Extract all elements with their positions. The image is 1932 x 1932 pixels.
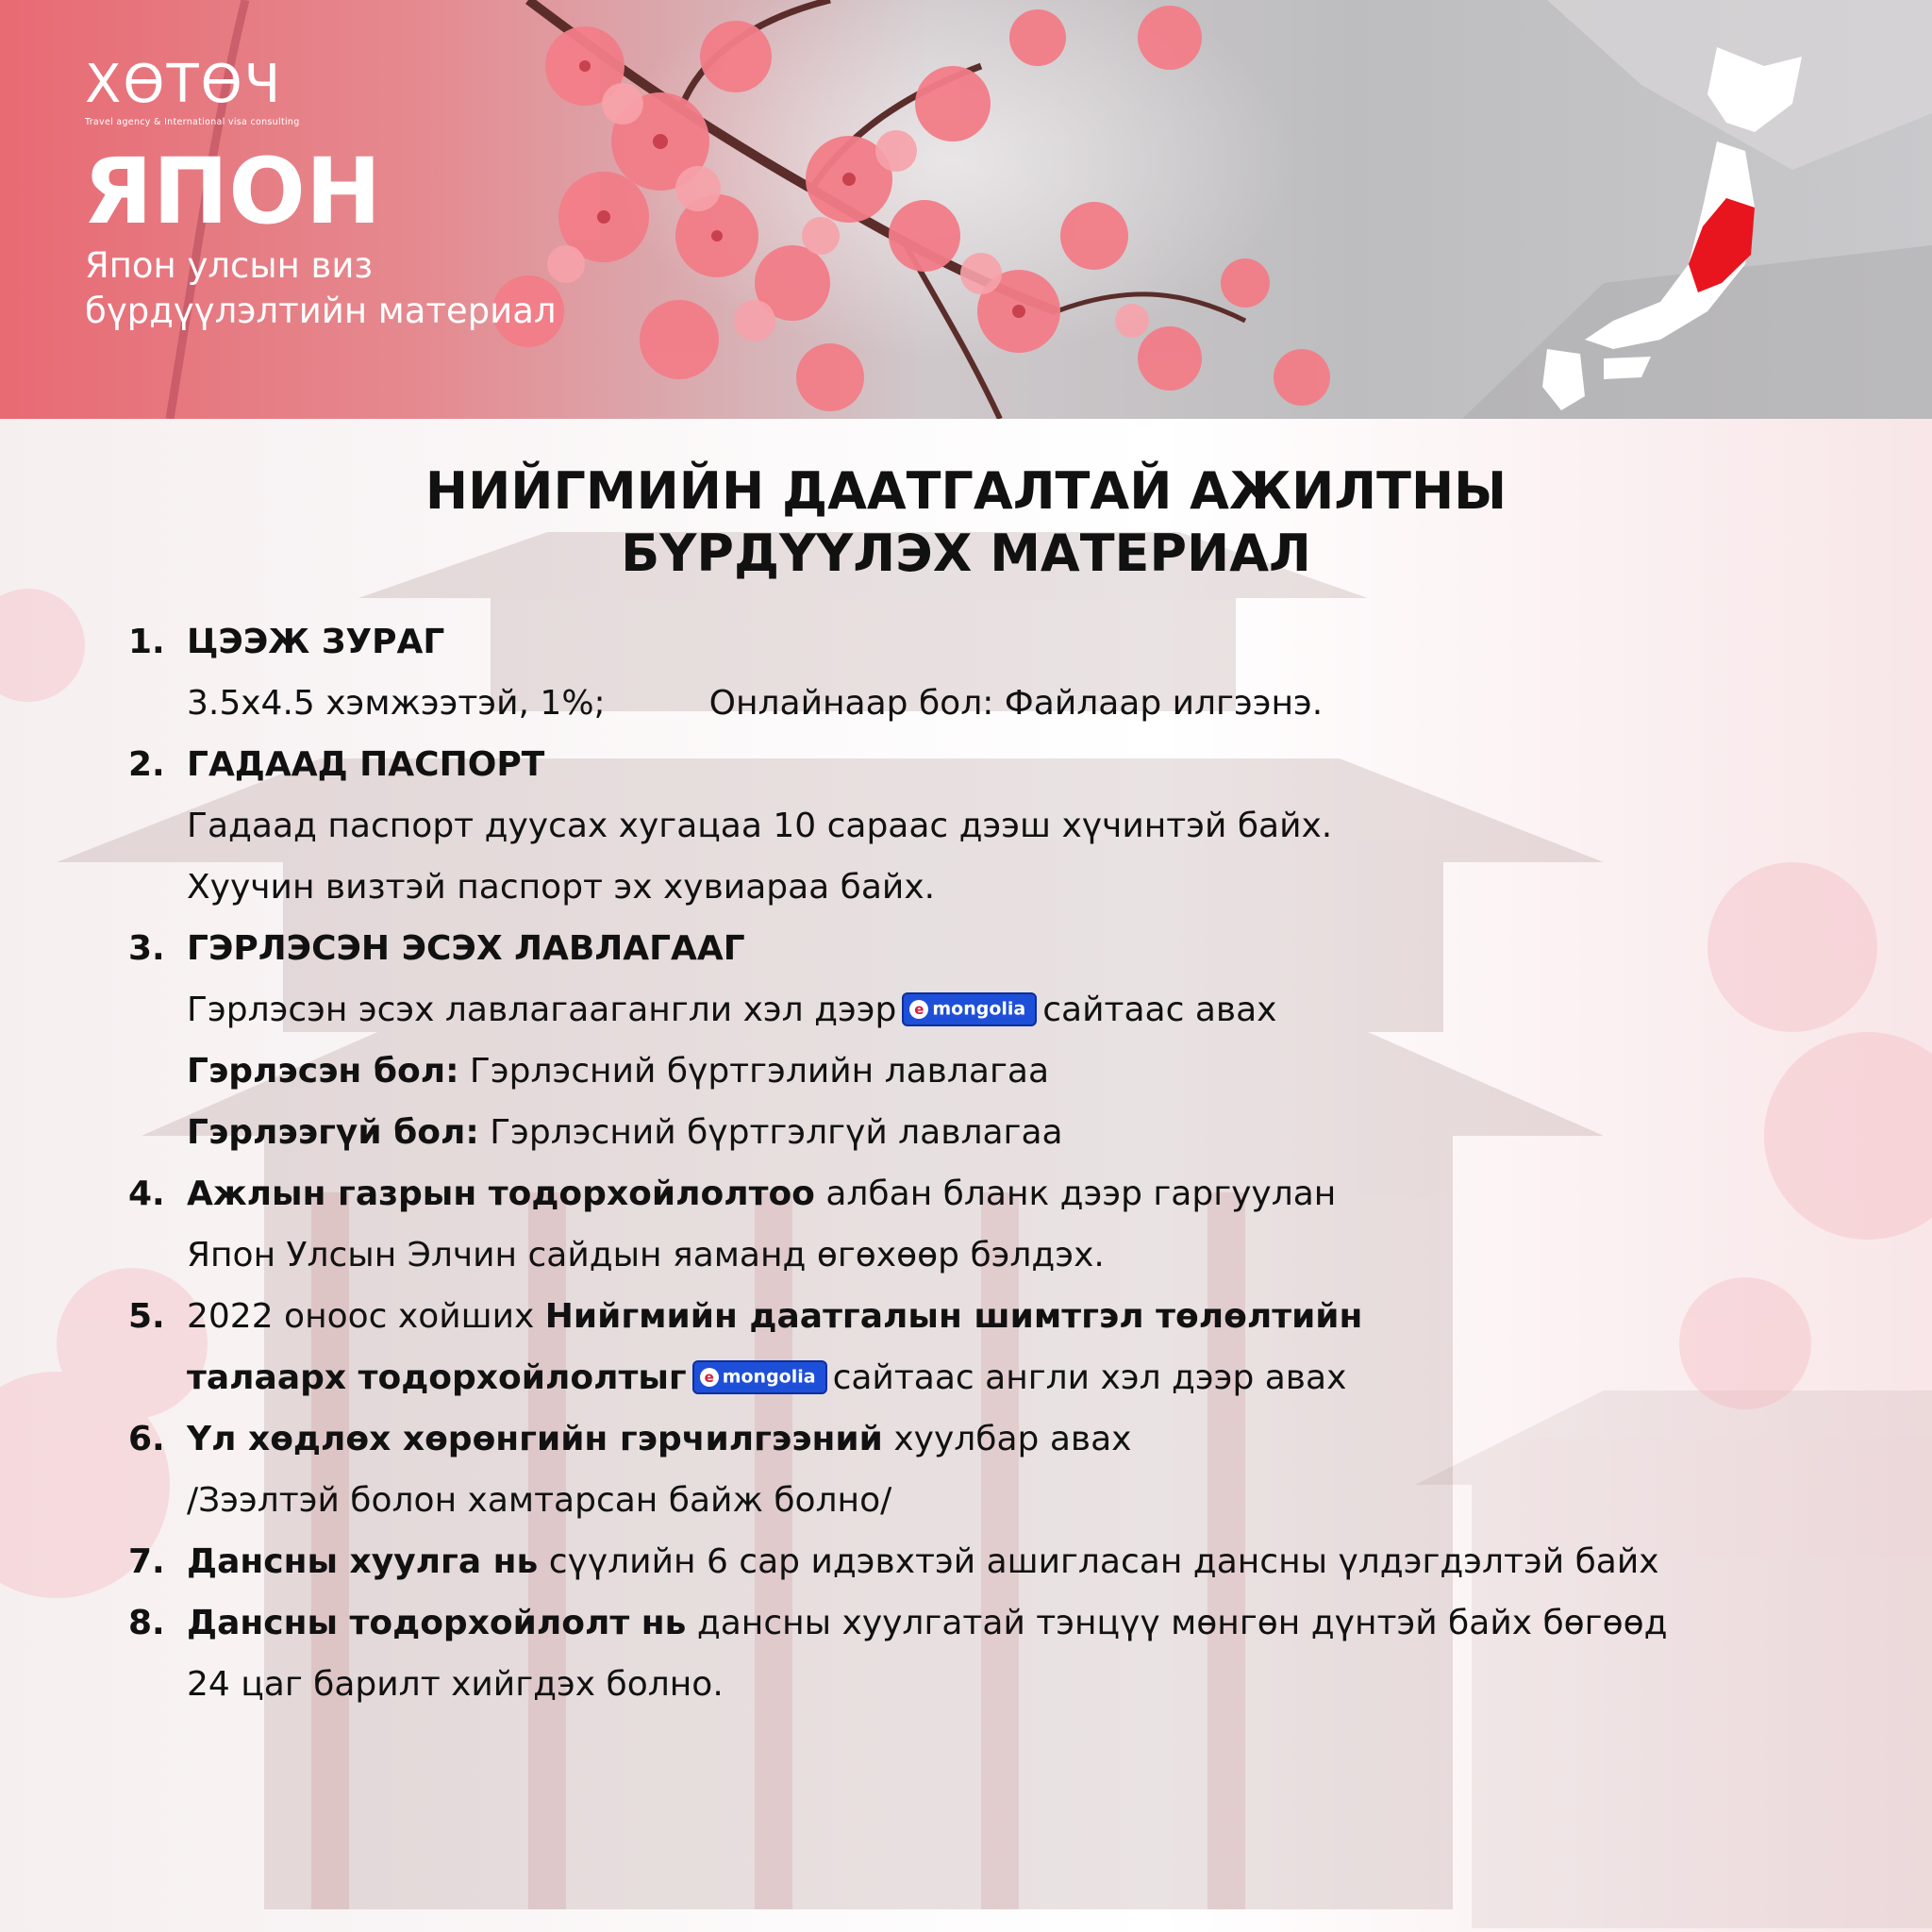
- social-insurance-label-cont: талаарх тодорхойлолтыг: [187, 1358, 687, 1397]
- item-number: 2.: [128, 745, 165, 784]
- site-text: сайтаас авах: [1042, 991, 1277, 1029]
- bank-statement-label: Дансны хуулга нь: [187, 1542, 539, 1581]
- list-item-detail: [128, 857, 1883, 918]
- emongolia-badge: e mongolia: [692, 1360, 827, 1394]
- item-number: 5.: [128, 1297, 165, 1336]
- item-number: 4.: [128, 1174, 165, 1213]
- property-certificate-label: Үл хөдлөх хөрөнгийн гэрчилгээний: [187, 1420, 883, 1458]
- list-item: [128, 734, 1883, 795]
- list-item-detail: [128, 1654, 1883, 1715]
- country-title: ЯПОН: [83, 139, 382, 244]
- emongolia-badge: e mongolia: [902, 992, 1037, 1026]
- employment-letter-label: Ажлын газрын тодорхойлолтоо: [187, 1174, 815, 1213]
- since-2022-text: 2022 оноос хойших: [187, 1297, 545, 1336]
- requirements-list: [128, 611, 1883, 1715]
- married-label: Гэрлэсэн бол:: [187, 1052, 459, 1091]
- hold-24h-text: 24 цаг барилт хийгдэх болно.: [187, 1665, 724, 1704]
- emongolia-e-icon: e: [700, 1368, 719, 1387]
- item-number: 7.: [128, 1542, 165, 1581]
- item-number: 8.: [128, 1604, 165, 1642]
- logo-wordmark: ХӨТӨЧ: [85, 54, 283, 115]
- list-item-detail: [128, 673, 1883, 734]
- unmarried-label: Гэрлээгүй бол:: [187, 1113, 479, 1152]
- document-title: [0, 460, 1932, 585]
- photo-size-text: 3.5x4.5 хэмжээтэй, 1%;: [187, 684, 606, 723]
- title-line-2: БҮРДҮҮЛЭХ МАТЕРИАЛ: [621, 524, 1311, 583]
- social-insurance-label: Нийгмийн даатгалын шимтгэл төлөлтийн: [544, 1297, 1363, 1336]
- emongolia-e-icon: e: [909, 1000, 928, 1019]
- title-line-1: НИЙГМИЙН ДААТГАЛТАЙ АЖИЛТНЫ: [425, 461, 1507, 521]
- site-english-text: сайтаас англи хэл дээр авах: [832, 1358, 1347, 1397]
- list-item-detail: [128, 1470, 1883, 1531]
- unmarried-text: Гэрлэсний бүртгэлгүй лавлагаа: [478, 1113, 1063, 1152]
- list-item: [128, 1592, 1883, 1654]
- item-heading: ЦЭЭЖ ЗУРАГ: [187, 623, 445, 661]
- married-text: Гэрлэсний бүртгэлийн лавлагаа: [458, 1052, 1050, 1091]
- japan-map-icon: [1528, 38, 1811, 415]
- employment-letter-text: албан бланк дээр гаргуулан: [814, 1174, 1337, 1213]
- bank-statement-text: сүүлийн 6 сар идэвхтэй ашигласан дансны үлдэгдэлтэй байх: [538, 1542, 1659, 1581]
- logo-tagline: Travel agency & International visa consulting: [85, 117, 300, 127]
- list-item: [128, 1286, 1883, 1347]
- item-number: 6.: [128, 1420, 165, 1458]
- list-item: [128, 1163, 1883, 1224]
- property-certificate-text: хуулбар авах: [882, 1420, 1132, 1458]
- passport-validity-text: Гадаад паспорт дуусах хугацаа 10 сараас дээш хүчинтэй байх.: [187, 807, 1333, 845]
- company-logo: [85, 54, 300, 127]
- list-item: [128, 918, 1883, 979]
- list-item-detail: [128, 979, 1883, 1041]
- list-item-detail: [128, 795, 1883, 857]
- list-item-detail: [128, 1041, 1883, 1102]
- item-heading: ГАДААД ПАСПОРТ: [187, 745, 545, 784]
- subtitle-line-2: бүрдүүлэлтийн материал: [85, 291, 557, 331]
- embassy-text: Япон Улсын Элчин сайдын яаманд өгөхөөр бэлдэх.: [187, 1236, 1105, 1274]
- header-banner: [0, 0, 1932, 419]
- list-item: [128, 1531, 1883, 1592]
- list-item-detail: [128, 1102, 1883, 1163]
- loan-note-text: /Зээлтэй болон хамтарсан байж болно/: [187, 1481, 892, 1520]
- list-item: [128, 1408, 1883, 1470]
- online-submission-text: Онлайнаар бол: Файлаар илгээнэ.: [708, 684, 1324, 723]
- item-number: 3.: [128, 929, 165, 968]
- item-number: 1.: [128, 623, 165, 661]
- subtitle-line-1: Япон улсын виз: [85, 245, 374, 286]
- bank-reference-text: дансны хуулгатай тэнцүү мөнгөн дүнтэй байх бөгөөд: [686, 1604, 1668, 1642]
- list-item-detail: [128, 1224, 1883, 1286]
- header-subtitle: [85, 243, 745, 334]
- old-passport-text: Хуучин визтэй паспорт эх хувиараа байх.: [187, 868, 936, 907]
- list-item-detail: [128, 1347, 1883, 1408]
- bank-reference-label: Дансны тодорхойлолт нь: [187, 1604, 687, 1642]
- item-heading: ГЭРЛЭСЭН ЭСЭХ ЛАВЛАГААГ: [187, 929, 745, 968]
- marriage-reference-text: Гэрлэсэн эсэх лавлагаагангли хэл дээр: [187, 991, 897, 1029]
- list-item: [128, 611, 1883, 673]
